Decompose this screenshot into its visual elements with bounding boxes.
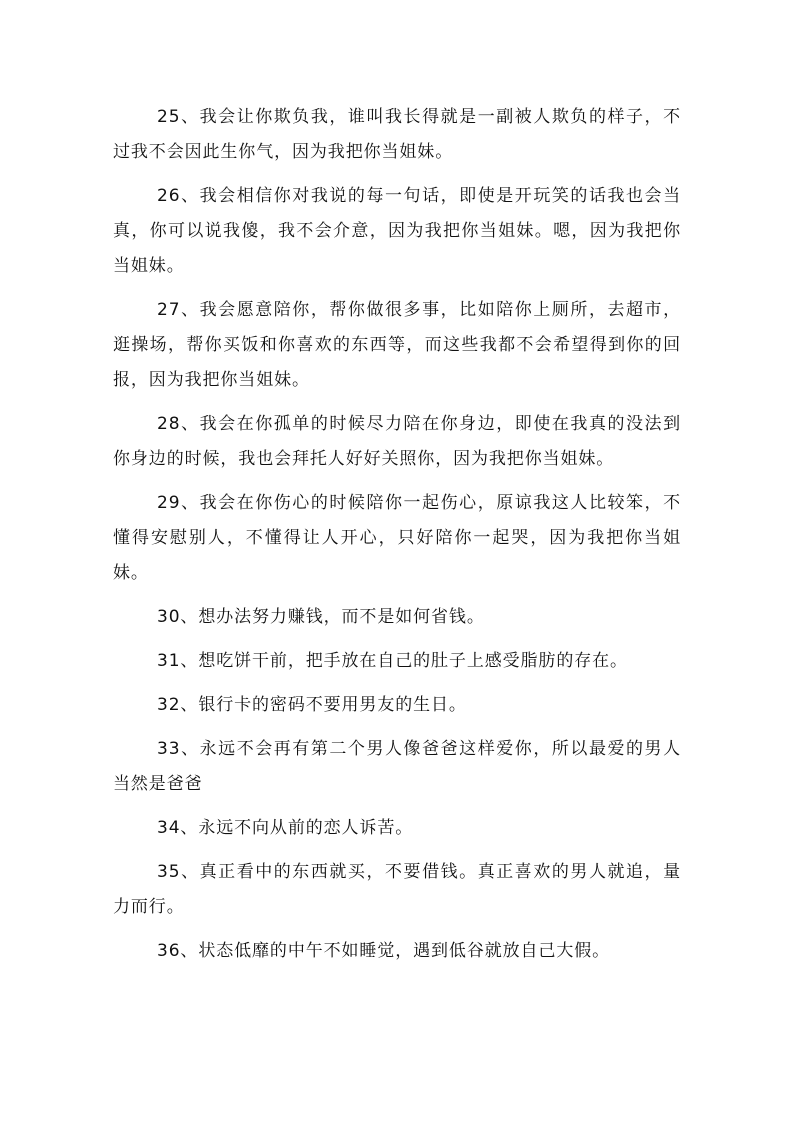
paragraph-32: 32、银行卡的密码不要用男友的生日。 [157,695,467,715]
paragraph-26: 26、我会相信你对我说的每一句话，即使是开玩笑的话我也会当真，你可以说我傻，我不会介意，因为我把你当姐妹。嗯，因为我把你当姐妹。 [113,186,681,276]
paragraph-36: 36、状态低靡的中午不如睡觉，遇到低谷就放自己大假。 [157,941,611,961]
document-body [113,100,681,969]
paragraph-31: 31、想吃饼干前，把手放在自己的肚子上感受脂肪的存在。 [157,651,628,671]
paragraph-29: 29、我会在你伤心的时候陪你一起伤心，原谅我这人比较笨，不懂得安慰别人，不懂得让人开心，只好陪你一起哭，因为我把你当姐妹。 [113,493,681,583]
paragraph-33: 33、永远不会再有第二个男人像爸爸这样爱你，所以最爱的男人当然是爸爸 [113,739,681,794]
paragraph-27: 27、我会愿意陪你，帮你做很多事，比如陪你上厕所，去超市，逛操场，帮你买饭和你喜欢的东西等，而这些我都不会希望得到你的回报，因为我把你当姐妹。 [113,300,681,390]
paragraph-35: 35、真正看中的东西就买，不要借钱。真正喜欢的男人就追，量力而行。 [113,862,681,917]
paragraph-28: 28、我会在你孤单的时候尽力陪在你身边，即使在我真的没法到你身边的时候，我也会拜托人好好关照你，因为我把你当姐妹。 [113,414,681,469]
paragraph-25: 25、我会让你欺负我，谁叫我长得就是一副被人欺负的样子，不过我不会因此生你气，因为我把你当姐妹。 [113,107,681,162]
paragraph-30: 30、想办法努力赚钱，而不是如何省钱。 [157,607,485,627]
paragraph-34: 34、永远不向从前的恋人诉苦。 [157,818,414,838]
